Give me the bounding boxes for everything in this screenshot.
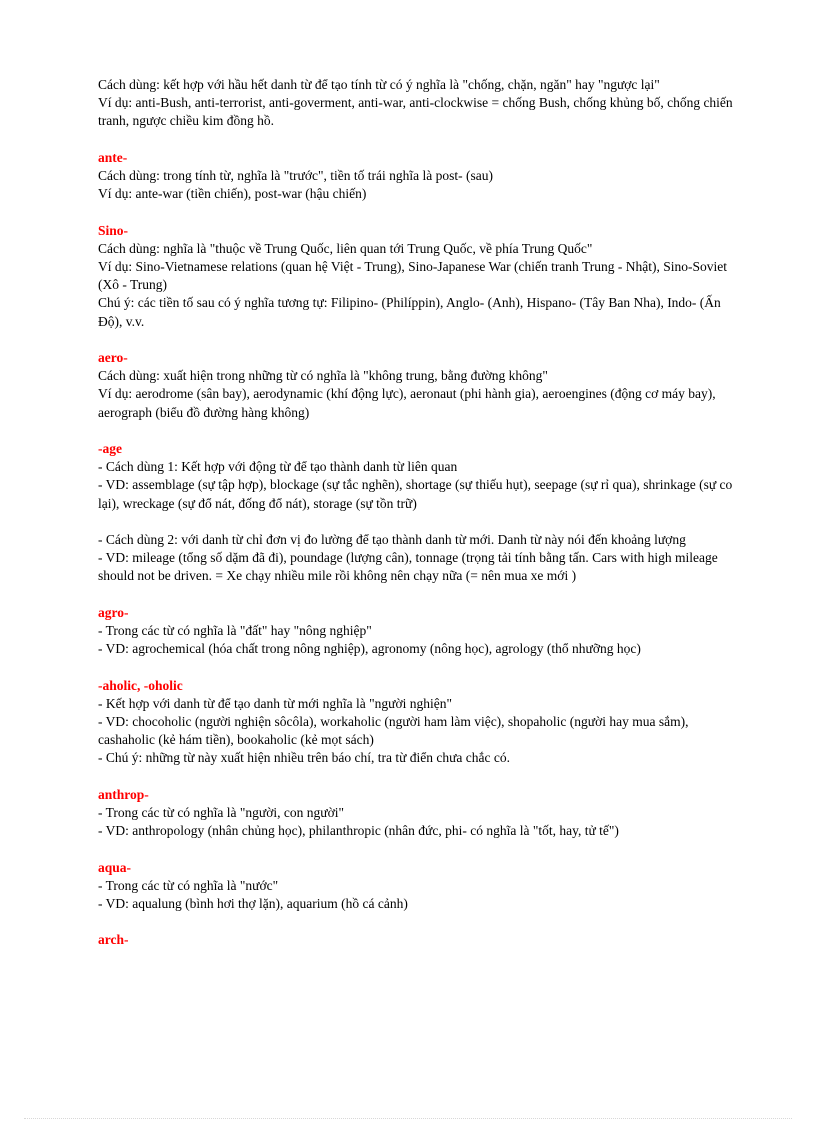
intro-line: Cách dùng: kết hợp với hầu hết danh từ để tạo tính từ có ý nghĩa là "chống, chặn, ngăn" hay "ngược lại" xyxy=(98,77,660,92)
section-heading: anthrop- xyxy=(98,786,149,802)
section-heading: agro- xyxy=(98,604,129,620)
section-line: - Cách dùng 1: Kết hợp với động từ để tạo thành danh từ liên quan xyxy=(98,459,458,475)
section-heading: -age xyxy=(98,441,122,456)
section-line: - Kết hợp với danh từ để tạo danh từ mới nghĩa là "người nghiện" xyxy=(98,695,452,711)
section-anthrop xyxy=(98,786,738,841)
section-line: - VD: mileage (tổng số dặm đã đi), poundage (lượng cân), tonnage (trọng tải tính bằng tấn. Cars with high mileage should not be driven. = Xe chạy nhiều mile rồi không nên chạy nữa (= nên mua xe mới ) xyxy=(98,550,718,584)
section-ante xyxy=(98,149,738,204)
section-arch xyxy=(98,931,738,949)
section-line: Cách dùng: trong tính từ, nghĩa là "trước", tiền tố trái nghĩa là post- (sau) xyxy=(98,168,493,183)
page-bottom-divider xyxy=(24,1118,792,1119)
section-aqua xyxy=(98,859,738,914)
section-line: - VD: agrochemical (hóa chất trong nông nghiệp), agronomy (nông học), agrology (thổ nhưỡng học) xyxy=(98,641,641,657)
section-line: - VD: anthropology (nhân chủng học), philanthropic (nhân đức, phi- có nghĩa là "tốt, hay, tử tế") xyxy=(98,823,619,839)
document-page xyxy=(98,76,738,968)
section-heading: ante- xyxy=(98,149,128,165)
section-heading: aero- xyxy=(98,350,128,365)
section-age xyxy=(98,440,738,513)
section-line: - VD: aqualung (bình hơi thợ lặn), aquarium (hồ cá cảnh) xyxy=(98,896,408,911)
intro-line: Ví dụ: anti-Bush, anti-terrorist, anti-goverment, anti-war, anti-clockwise = chống Bush, chống khủng bố, chống chiến tranh, ngược chiều kim đồng hồ. xyxy=(98,95,733,129)
section-line: Chú ý: các tiền tố sau có ý nghĩa tương tự: Filipino- (Philíppin), Anglo- (Anh), Hispano- (Tây Ban Nha), Indo- (Ấn Độ), v.v. xyxy=(98,295,721,329)
section-heading: arch- xyxy=(98,932,129,948)
intro-block xyxy=(98,76,738,131)
section-aero xyxy=(98,349,738,422)
section-line: - Chú ý: những từ này xuất hiện nhiều trên báo chí, tra từ điển chưa chắc có. xyxy=(98,750,511,766)
section-line: Cách dùng: nghĩa là "thuộc về Trung Quốc, liên quan tới Trung Quốc, về phía Trung Quốc" xyxy=(98,240,593,256)
section-heading: Sino- xyxy=(98,222,129,238)
section-agro xyxy=(98,604,738,659)
section-age-usage-2 xyxy=(98,531,738,586)
section-line: - VD: chocoholic (người nghiện sôcôla), workaholic (người ham làm việc), shopaholic (người hay mua sắm), cashaholic (kẻ hám tiền), bookaholic (kẻ mọt sách) xyxy=(98,714,689,748)
section-line: Ví dụ: ante-war (tiền chiến), post-war (hậu chiến) xyxy=(98,186,367,202)
section-line: Ví dụ: aerodrome (sân bay), aerodynamic (khí động lực), aeronaut (phi hành gia), aeroengines (động cơ máy bay), aerograph (biểu đồ đường hàng không) xyxy=(98,386,716,420)
section-line: Ví dụ: Sino-Vietnamese relations (quan hệ Việt - Trung), Sino-Japanese War (chiến tranh Trung - Nhật), Sino-Soviet (Xô - Trung) xyxy=(98,259,727,293)
section-line: Cách dùng: xuất hiện trong những từ có nghĩa là "không trung, bằng đường không" xyxy=(98,368,548,384)
section-sino xyxy=(98,222,738,331)
section-line: - VD: assemblage (sự tập hợp), blockage (sự tắc nghẽn), shortage (sự thiếu hụt), seepage (sự rỉ qua), shrinkage (sự co lại), wreckage (sự đổ nát, đống đổ nát), storage (sự tồn trữ) xyxy=(98,477,733,511)
section-aholic xyxy=(98,677,738,768)
section-line: - Cách dùng 2: với danh từ chỉ đơn vị đo lường để tạo thành danh từ mới. Danh từ này nói đến khoảng lượng xyxy=(98,532,686,547)
section-line: - Trong các từ có nghĩa là "người, con người" xyxy=(98,805,344,820)
section-line: - Trong các từ có nghĩa là "nước" xyxy=(98,877,279,893)
section-heading: -aholic, -oholic xyxy=(98,677,183,693)
section-heading: aqua- xyxy=(98,859,132,875)
section-line: - Trong các từ có nghĩa là "đất" hay "nông nghiệp" xyxy=(98,623,372,638)
